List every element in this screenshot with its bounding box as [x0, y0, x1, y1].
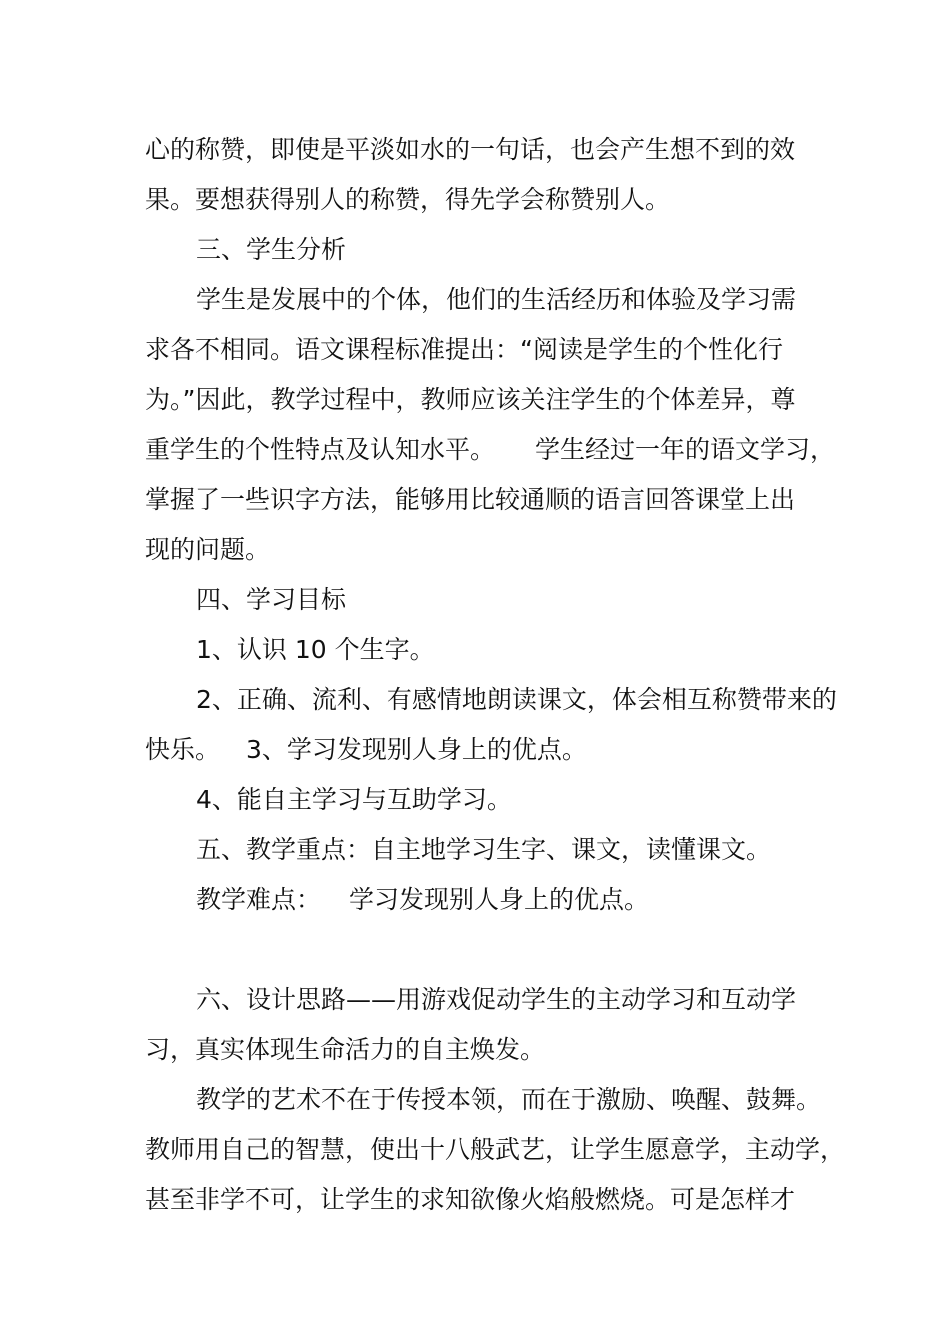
text-line: 教师用自己的智慧，使出十八般武艺，让学生愿意学，主动学， [145, 1135, 846, 1164]
text-line: 学生是发展中的个体，他们的生活经历和体验及学习需 [196, 285, 797, 314]
list-item: 3、学习发现别人身上的优点。 [246, 735, 587, 764]
text-line: 现的问题。 [145, 535, 271, 564]
text-segment: 快乐。 [145, 735, 221, 764]
label: 教学难点： [196, 885, 322, 914]
text-line: 心的称赞，即使是平淡如水的一句话，也会产生想不到的效 [145, 135, 796, 164]
list-item: 2、正确、流利、有感情地朗读课文，体会相互称赞带来的 [196, 685, 837, 714]
text-line: 掌握了一些识字方法，能够用比较通顺的语言回答课堂上出 [145, 485, 796, 514]
text-line [145, 433, 835, 467]
text-segment: 学生经过一年的语文学习， [535, 435, 836, 464]
text-line: 为。”因此，教学过程中，教师应该关注学生的个体差异，尊 [145, 385, 796, 414]
text-line: 求各不相同。语文课程标准提出：“阅读是学生的个性化行 [145, 335, 783, 364]
text-line [145, 733, 835, 767]
text-line [196, 883, 836, 917]
text-line: 习，真实体现生命活力的自主焕发。 [145, 1035, 546, 1064]
text-segment: 重学生的个性特点及认知水平。 [145, 435, 496, 464]
list-item: 1、认识 10 个生字。 [196, 635, 435, 664]
section-heading: 五、教学重点：自主地学习生字、课文，读懂课文。 [196, 835, 772, 864]
section-heading: 六、设计思路——用游戏促动学生的主动学习和互动学 [196, 985, 797, 1014]
text-line: 甚至非学不可，让学生的求知欲像火焰般燃烧。可是怎样才 [145, 1185, 796, 1214]
list-item: 4、能自主学习与互助学习。 [196, 785, 512, 814]
section-heading: 四、学习目标 [196, 585, 347, 614]
text-segment: 学习发现别人身上的优点。 [349, 885, 650, 914]
section-heading: 三、学生分析 [196, 235, 347, 264]
text-line: 教学的艺术不在于传授本领，而在于激励、唤醒、鼓舞。 [196, 1085, 822, 1114]
text-line: 果。要想获得别人的称赞，得先学会称赞别人。 [145, 185, 671, 214]
